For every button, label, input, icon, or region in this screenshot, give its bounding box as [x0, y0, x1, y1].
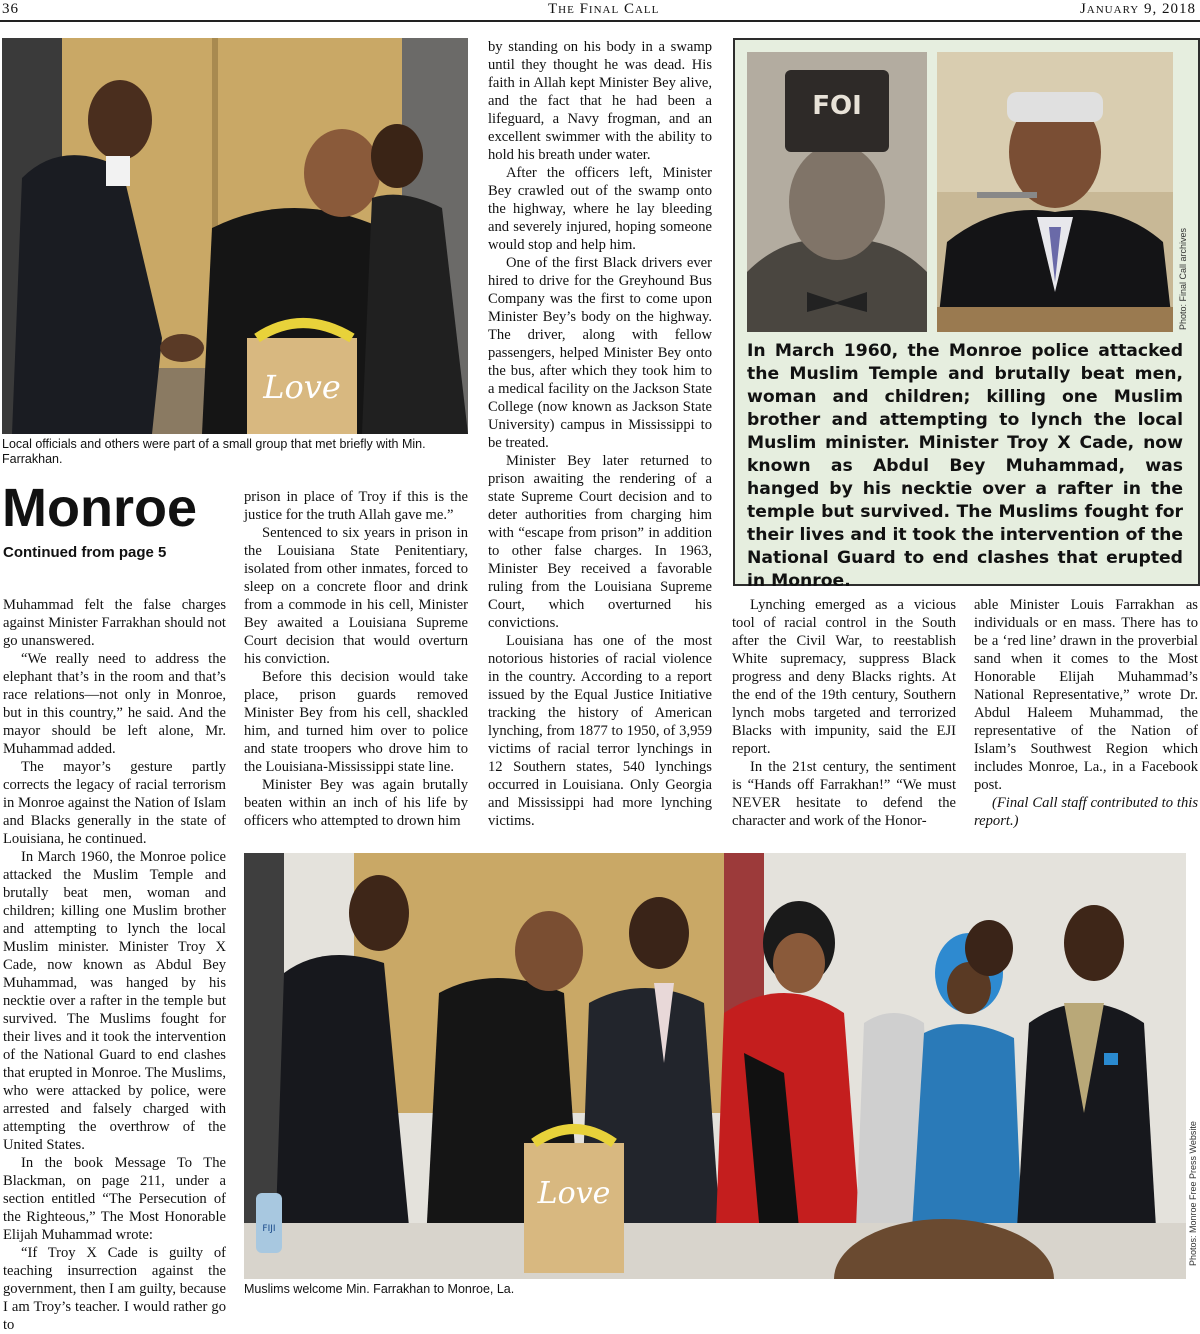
paragraph: Louisiana has one of the most notorious histories of racial violence in the country. According to a report issued by the Equal Justice Initiative tracking the history of American lynching, from 1877 to 1950, of 3,959 victims of racial terror lynchings in 12 Southern states, 540 lynchings occurred in Louisiana. Only Georgia and Mississippi had more lynching victims.: [488, 633, 712, 829]
paragraph: The mayor’s gesture partly corrects the legacy of racial terrorism in Monroe against the Nation of Islam and Blacks generally in the state of Louisiana, he continued.: [3, 759, 226, 847]
article-column-2: [244, 488, 468, 830]
foi-cap-text: FOI: [812, 91, 862, 121]
paragraph: Minister Bey was again brutally beaten within an inch of his life by officers who attempted to drown him: [244, 777, 468, 829]
photo-caption-top: Local officials and others were part of a small group that met briefly with Min. Farrakhan.: [2, 437, 426, 466]
photo-credit-archives: Photo: Final Call archives: [1178, 227, 1188, 330]
photo-credit-monroe: Photos: Monroe Free Press Website: [1188, 1121, 1198, 1266]
continued-from: Continued from page 5: [3, 544, 167, 561]
photo-group-welcome: [244, 853, 1186, 1279]
paragraph: One of the first Black drivers ever hired to drive for the Greyhound Bus Company was the first to come upon Minister Bey’s body on the highway. The driver, along with fellow passengers, helped Minister Bey onto the bus, after which they took him to a medical facility on the Jackson State College (now known as Jackson State University) campus in Mississippi to be treated.: [488, 255, 712, 451]
bag-love-text: Love: [537, 1176, 611, 1211]
bottle-label: FIJI: [262, 1224, 276, 1234]
paragraph: “We really need to address the elephant that’s in the room and that’s race relations—not only in Monroe, but in this country,” he said. And the mayor should be left alone, Mr. Muhammad added.: [3, 651, 226, 757]
paragraph: Muhammad felt the false charges against Minister Farrakhan should not go unanswered.: [3, 597, 226, 649]
paragraph: Lynching emerged as a vicious tool of racial control in the South after the Civil War, to reestablish White supremacy, suppress Black progress and deny Blacks rights. At the end of the 19th century, Southern lynch mobs targeted and terrorized Blacks with impunity, said the EJI report.: [732, 597, 956, 757]
article-column-5: [974, 596, 1198, 830]
article-column-3: [488, 38, 712, 830]
issue-date: January 9, 2018: [1079, 1, 1196, 17]
callout-text: In March 1960, the Monroe police attacked the Muslim Temple and brutally beat men, woman and children; killing one Muslim brother and attempting to lynch the local Muslim minister. Minister Troy X Cade, now known as Abdul Bey Muhammad, was hanged by his necktie over a rafter in the temple but survived. The Muslims fought for their lives and it took the intervention of the National Guard to end clashes that erupted in Monroe.: [747, 341, 1183, 591]
page-number: 36: [2, 1, 19, 17]
photo-elder-podium: [937, 52, 1173, 332]
paragraph: “If Troy X Cade is guilty of teaching insurrection against the government, then I am guilty, because I am Troy’s teacher. I would rather go to: [3, 1245, 226, 1333]
photo-archive-young: [747, 52, 927, 332]
paragraph: Minister Bey later returned to prison awaiting the rendering of a state Supreme Court decision and to deter authorities from charging him with “escape from prison” in addition to other false charges. In 1963, Minister Bey received a favorable ruling from the Louisiana Supreme Court, which overturned his convictions.: [488, 453, 712, 631]
paragraph: In the 21st century, the sentiment is “Hands off Farrakhan!” “We must NEVER hesitate to defend the character and work of the Honor-: [732, 759, 956, 829]
contributor-note: (Final Call staff contributed to this report.): [974, 795, 1198, 829]
paragraph: In March 1960, the Monroe police attacked the Muslim Temple and brutally beat men, woman and children; killing one Muslim brother and attempting to lynch the local Muslim minister. Minister Troy X Cade, now known as Abdul Bey Muhammad, was hanged by his necktie over a rafter in the temple but survived. The Muslims fought for their lives and it took the intervention of the National Guard to end clashes that erupted in Monroe. The Muslims, who were attacked by police, were arrested and falsely charged with attempting the overthrow of the United States.: [3, 849, 226, 1153]
photo-caption-bottom: Muslims welcome Min. Farrakhan to Monroe, La.: [244, 1282, 515, 1296]
paragraph: In the book Message To The Blackman, on page 211, under a section entitled “The Persecution of the Righteous,” The Most Honorable Elijah Muhammad wrote:: [3, 1155, 226, 1243]
paragraph: by standing on his body in a swamp until they thought he was dead. His faith in Allah kept Minister Bey alive, and the fact that he had been a lifeguard, a Navy frogman, and an excellent swimmer with the ability to hold his breath under water.: [488, 39, 712, 163]
paragraph: Sentenced to six years in prison in the Louisiana State Penitentiary, isolated from other inmates, forced to sleep on a concrete floor and drink from a commode in his cell, Minister Bey awaited a Louisiana Supreme Court decision that would overturn his conviction.: [244, 525, 468, 667]
paragraph: Before this decision would take place, prison guards removed Minister Bey from his cell, shackled him, and turned him over to police and state troopers who drove him to the Louisiana-Mississippi state line.: [244, 669, 468, 775]
article-column-1: [3, 596, 226, 1334]
photo-handshake: [2, 38, 468, 434]
paragraph: After the officers left, Minister Bey crawled out of the swamp onto the highway, where he lay bleeding and severely injured, hoping someone would stop and help him.: [488, 165, 712, 253]
bag-love-text: Love: [263, 368, 341, 406]
article-column-4: [732, 596, 956, 830]
article-headline: Monroe: [2, 478, 197, 538]
paragraph: able Minister Louis Farrakhan as individuals or en mass. There has to be a ‘red line’ drawn in the proverbial sand when it comes to the Most Honorable Elijah Muhammad’s National Representative,” wrote Dr. Abdul Haleem Muhammad, the representative of the Nation of Islam’s Southwest Region which includes Monroe, La., in a Facebook post.: [974, 597, 1198, 793]
publication-name: The Final Call: [548, 1, 660, 17]
paragraph: prison in place of Troy if this is the justice for the truth Allah gave me.”: [244, 489, 468, 523]
